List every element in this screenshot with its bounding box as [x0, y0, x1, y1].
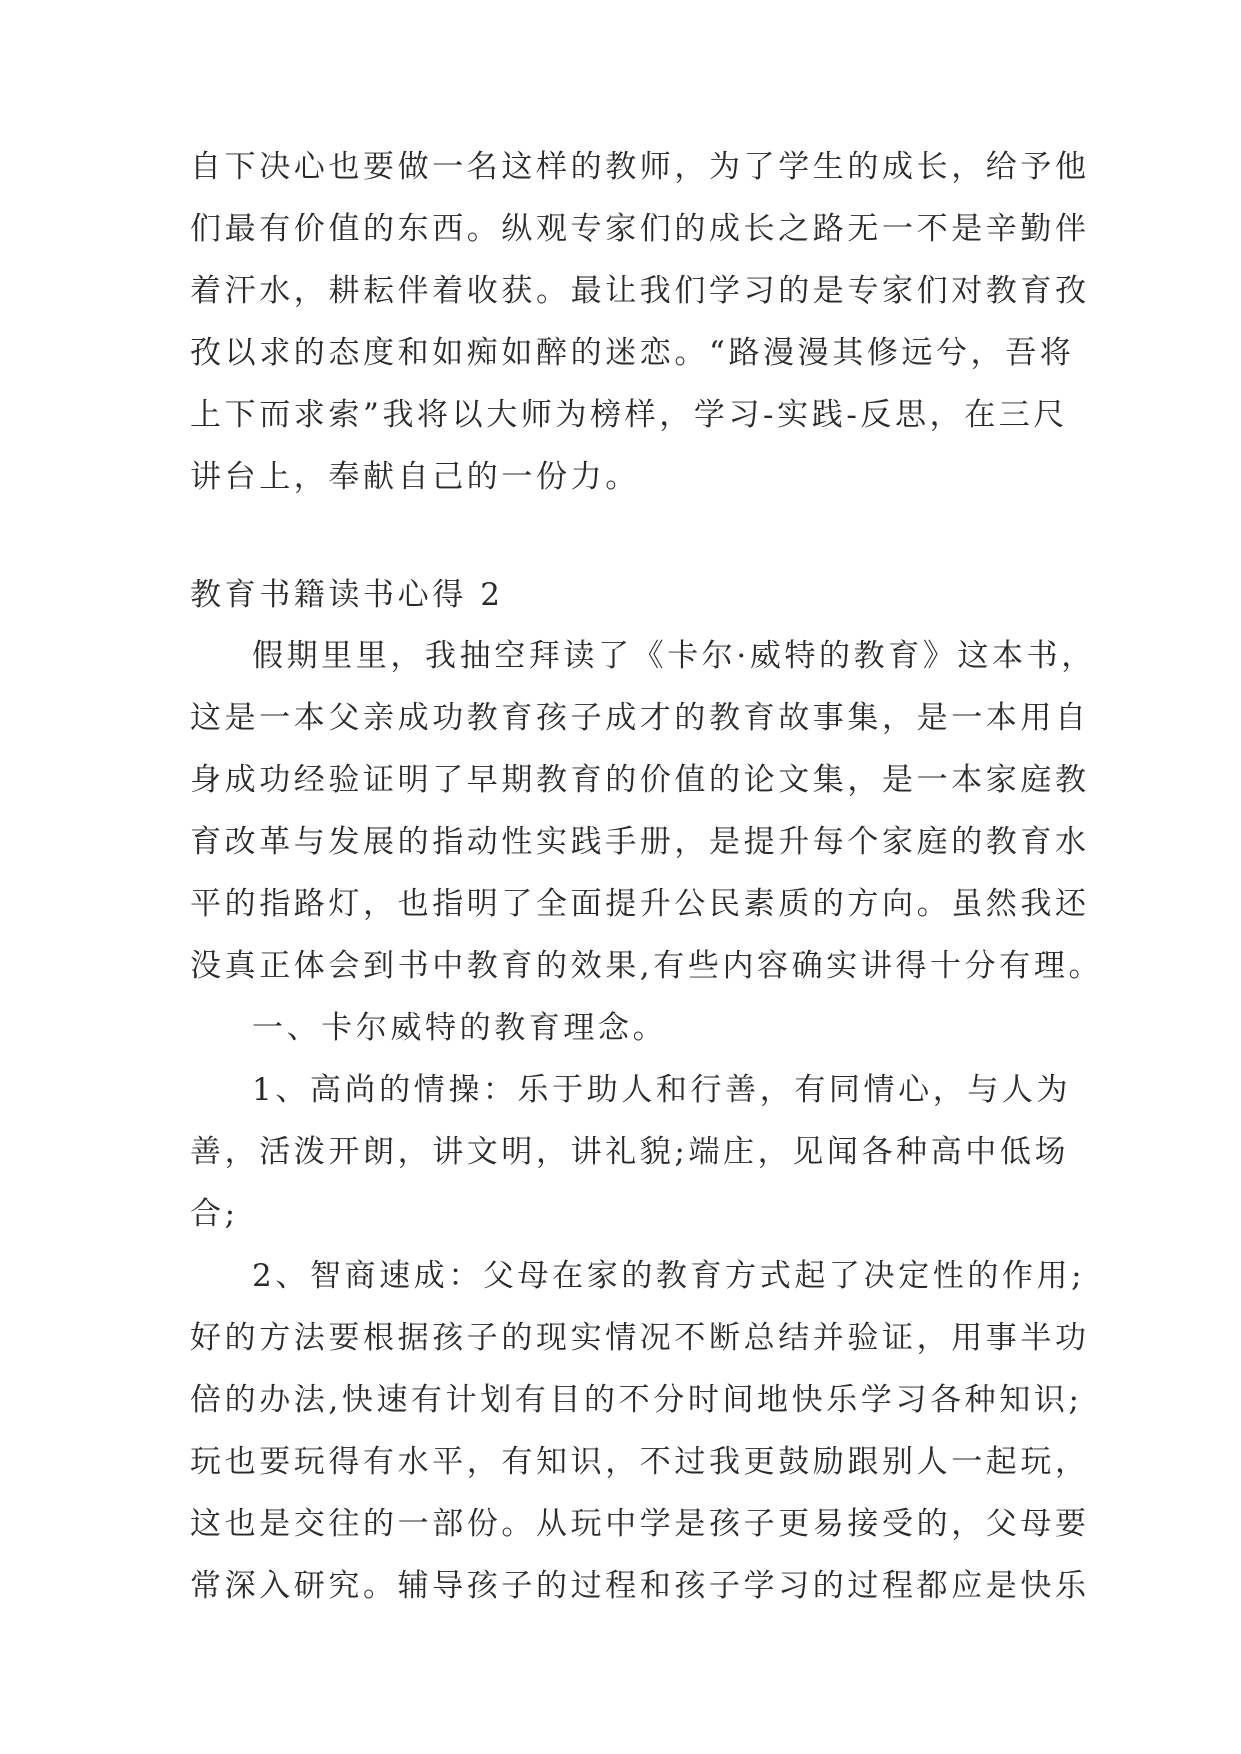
paragraph-line: 讲台上，奉献自己的一份力。 [190, 459, 640, 495]
paragraph-line: 这是一本父亲成功教育孩子成才的教育故事集，是一本用自 [190, 700, 1090, 736]
subheading: 一、卡尔威特的教育理念。 [252, 1010, 668, 1046]
paragraph-line: 孜以求的态度和如痴如醉的迷恋。“路漫漫其修远兮，吾将 [190, 335, 1075, 371]
paragraph-line: 2、智商速成：父母在家的教育方式起了决定性的作用; [252, 1258, 1086, 1294]
paragraph-line: 1、高尚的情操：乐于助人和行善，有同情心，与人为 [252, 1072, 1072, 1108]
paragraph-line: 合; [190, 1196, 239, 1232]
paragraph-line: 倍的办法,快速有计划有目的不分时间地快乐学习各种知识; [190, 1382, 1083, 1418]
paragraph-line: 平的指路灯，也指明了全面提升公民素质的方向。虽然我还 [190, 886, 1090, 922]
paragraph-line: 身成功经验证明了早期教育的价值的论文集，是一本家庭教 [190, 762, 1090, 798]
paragraph-line: 常深入研究。辅导孩子的过程和孩子学习的过程都应是快乐 [190, 1568, 1090, 1604]
section-title: 教育书籍读书心得 2 [190, 577, 504, 613]
paragraph-line: 们最有价值的东西。纵观专家们的成长之路无一不是辛勤伴 [190, 211, 1090, 247]
paragraph-line: 上下而求索”我将以大师为榜样，学习-实践-反思，在三尺 [190, 397, 1068, 433]
paragraph-line: 玩也要玩得有水平，有知识，不过我更鼓励跟别人一起玩， [190, 1444, 1090, 1480]
paragraph-line: 假期里里，我抽空拜读了《卡尔·威特的教育》这本书， [252, 638, 1096, 674]
paragraph-line: 善，活泼开朗，讲文明，讲礼貌;端庄，见闻各种高中低场 [190, 1134, 1070, 1170]
paragraph-line: 自下决心也要做一名这样的教师，为了学生的成长，给予他 [190, 149, 1090, 185]
paragraph-line: 这也是交往的一部份。从玩中学是孩子更易接受的，父母要 [190, 1506, 1090, 1542]
paragraph-line: 育改革与发展的指动性实践手册，是提升每个家庭的教育水 [190, 824, 1090, 860]
paragraph-line: 着汗水，耕耘伴着收获。最让我们学习的是专家们对教育孜 [190, 273, 1090, 309]
paragraph-line: 好的方法要根据孩子的现实情况不断总结并验证，用事半功 [190, 1320, 1090, 1356]
paragraph-line: 没真正体会到书中教育的效果,有些内容确实讲得十分有理。 [190, 948, 1104, 984]
